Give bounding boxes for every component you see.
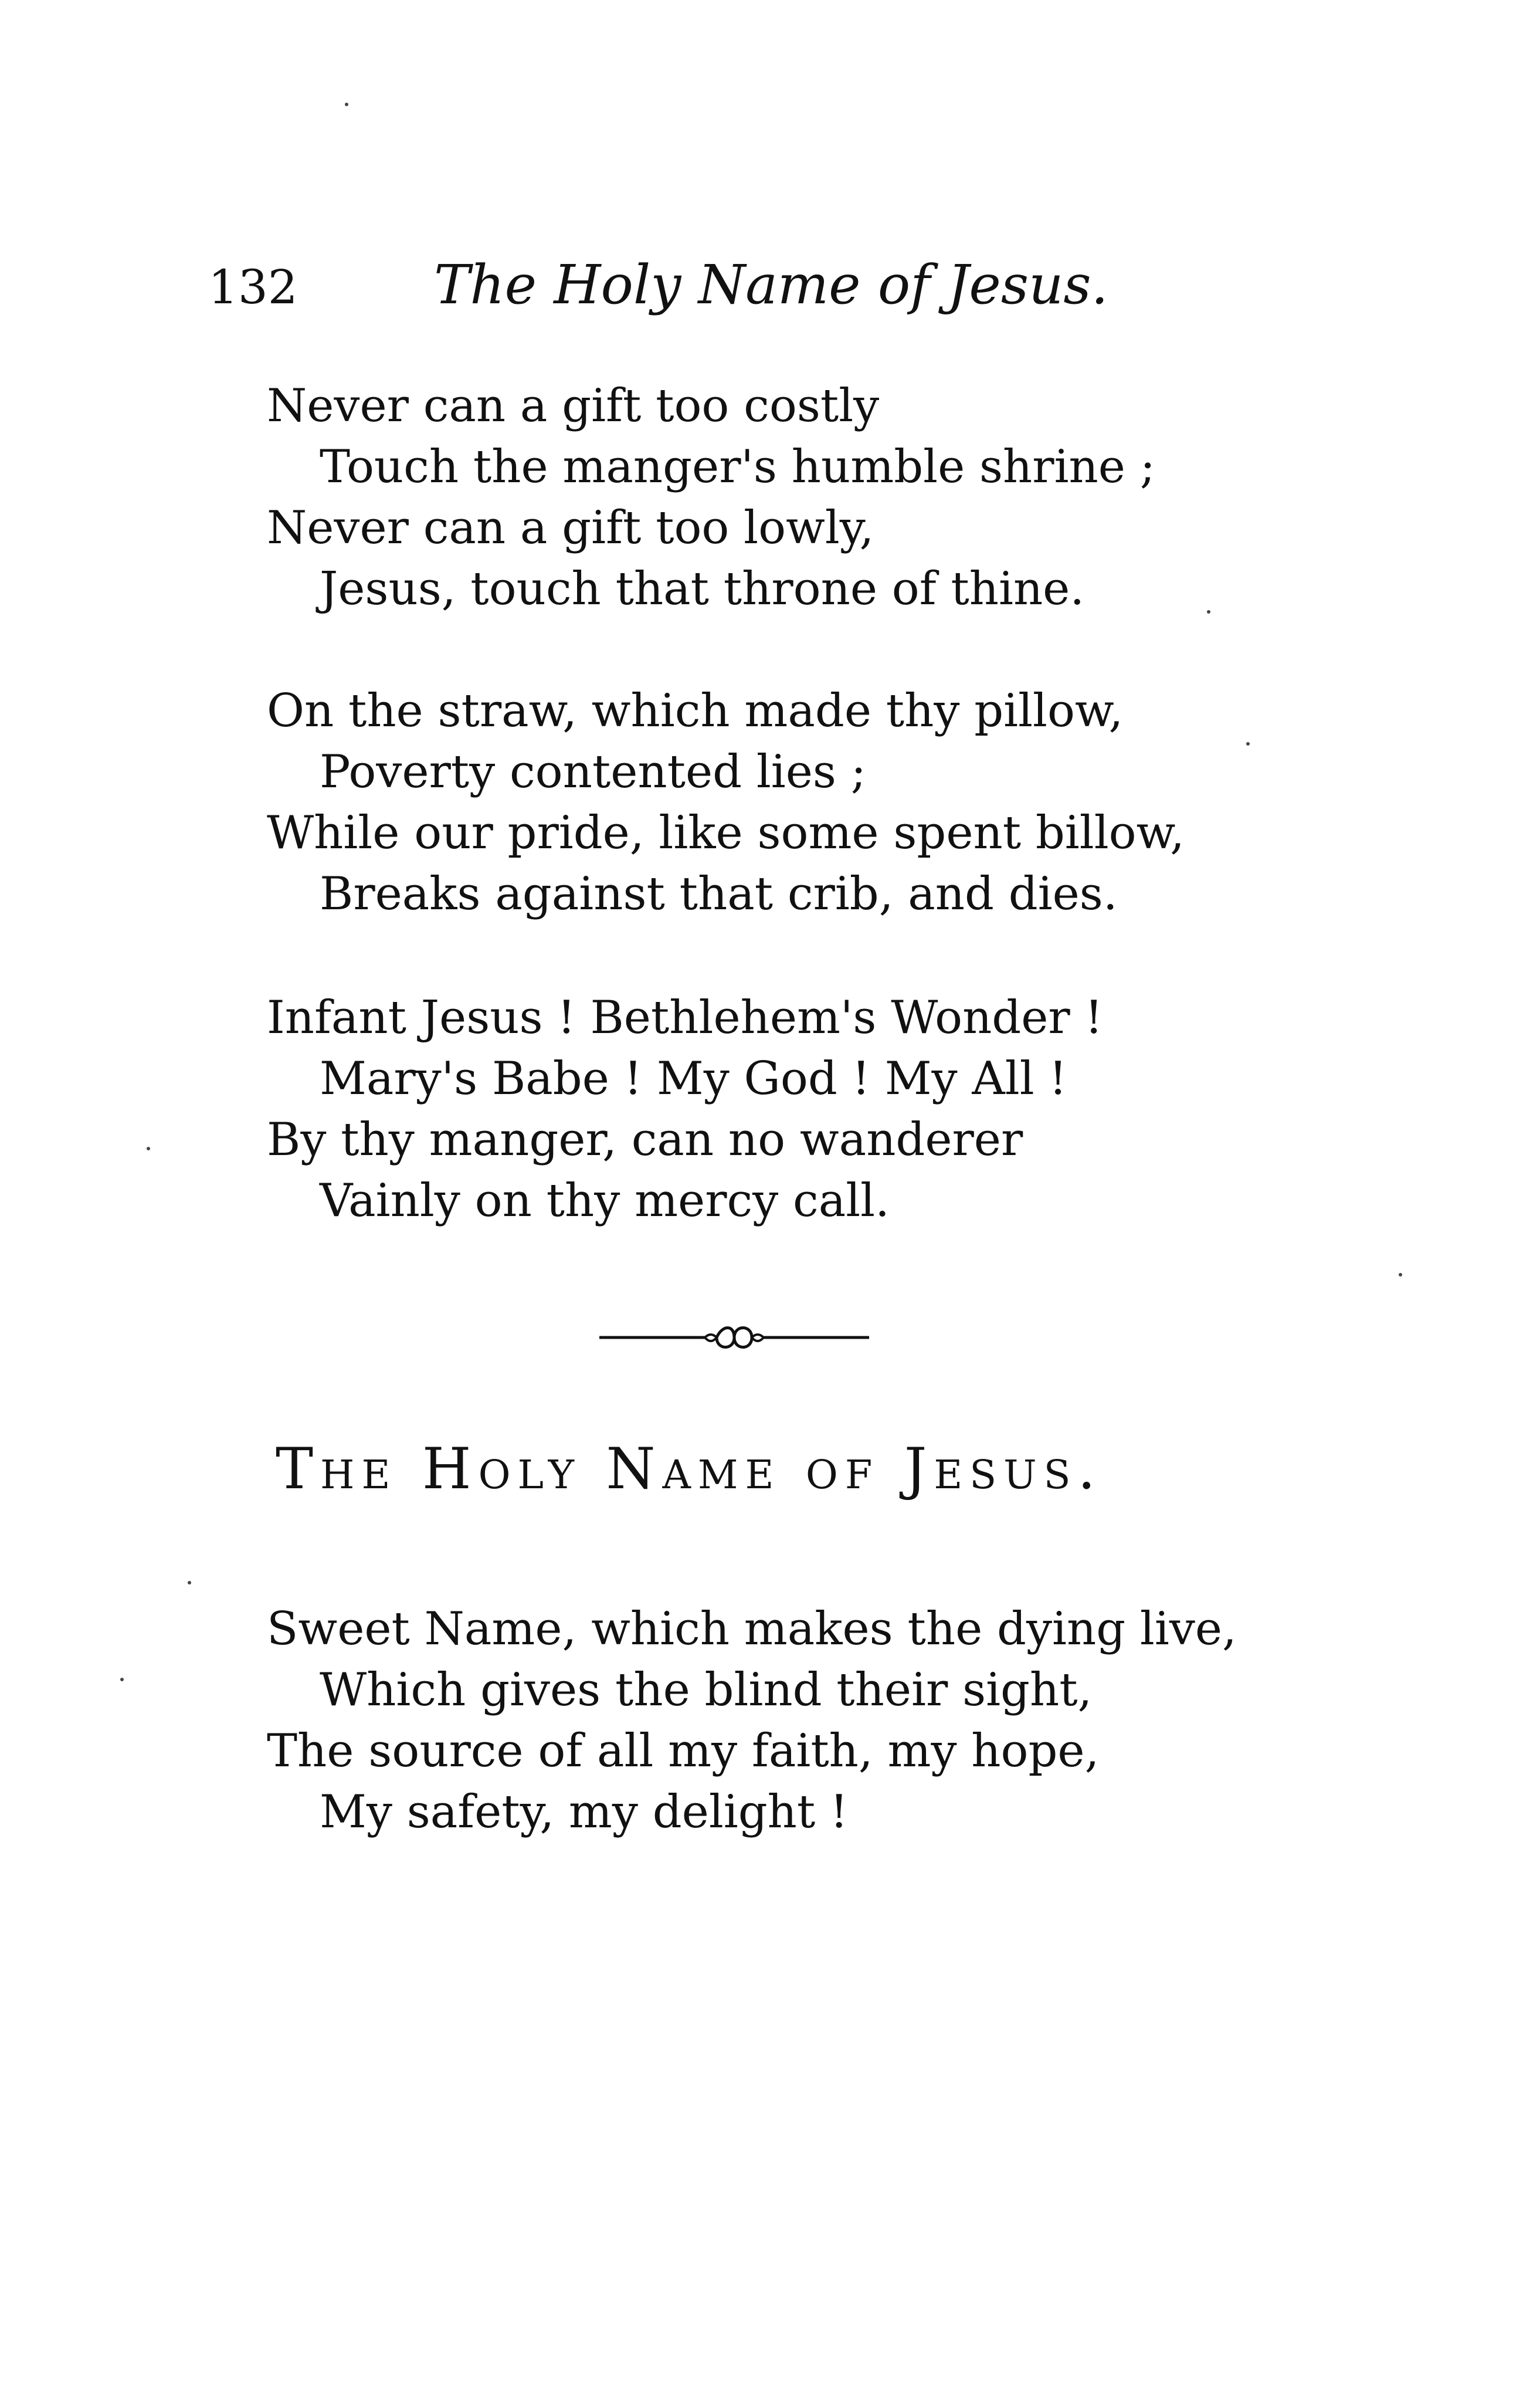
- stanza-new-poem-1: [267, 1599, 1264, 1843]
- poem-line: The source of all my faith, my hope,: [267, 1725, 1100, 1777]
- poem-line: Sweet Name, which makes the dying live,: [267, 1603, 1237, 1655]
- poem-line: My safety, my delight !: [320, 1786, 849, 1838]
- stanza-3: [267, 987, 1264, 1231]
- scan-speck: [1207, 610, 1210, 614]
- poem-title-text: The Holy Name of Jesus.: [276, 1438, 1103, 1502]
- running-head-title: The Holy Name of Jesus.: [434, 253, 1108, 316]
- poem-line: Vainly on thy mercy call.: [320, 1174, 890, 1227]
- poem-line: On the straw, which made thy pillow,: [267, 685, 1124, 737]
- poem-line: Never can a gift too costly: [267, 380, 880, 432]
- scan-speck: [1246, 742, 1250, 746]
- scan-speck: [188, 1581, 191, 1584]
- poem-line: Never can a gift too lowly,: [267, 502, 874, 554]
- scan-speck: [1399, 1273, 1402, 1276]
- scan-speck: [147, 1147, 150, 1150]
- stanza-2: [267, 680, 1264, 925]
- poem-title: [276, 1438, 1243, 1550]
- poem-line: By thy manger, can no wanderer: [267, 1113, 1023, 1166]
- poem-line: Infant Jesus ! Bethlehem's Wonder !: [267, 991, 1103, 1044]
- poem-line: Poverty contented lies ;: [320, 746, 867, 798]
- poem-line: Breaks against that crib, and dies.: [320, 868, 1118, 920]
- poem-line: Jesus, touch that throne of thine.: [320, 563, 1085, 615]
- page-number: 132: [208, 260, 298, 314]
- poem-line: Mary's Babe ! My God ! My All !: [320, 1052, 1067, 1105]
- stanza-1: [267, 375, 1264, 619]
- poem-line: While our pride, like some spent billow,: [267, 807, 1185, 859]
- poem-title-lettering: [276, 1438, 1243, 1550]
- section-ornament-divider: [599, 1323, 869, 1352]
- scan-speck: [345, 103, 348, 106]
- scan-speck: [120, 1678, 124, 1681]
- poem-line: Which gives the blind their sight,: [320, 1664, 1093, 1716]
- poem-line: Touch the manger's humble shrine ;: [320, 441, 1155, 493]
